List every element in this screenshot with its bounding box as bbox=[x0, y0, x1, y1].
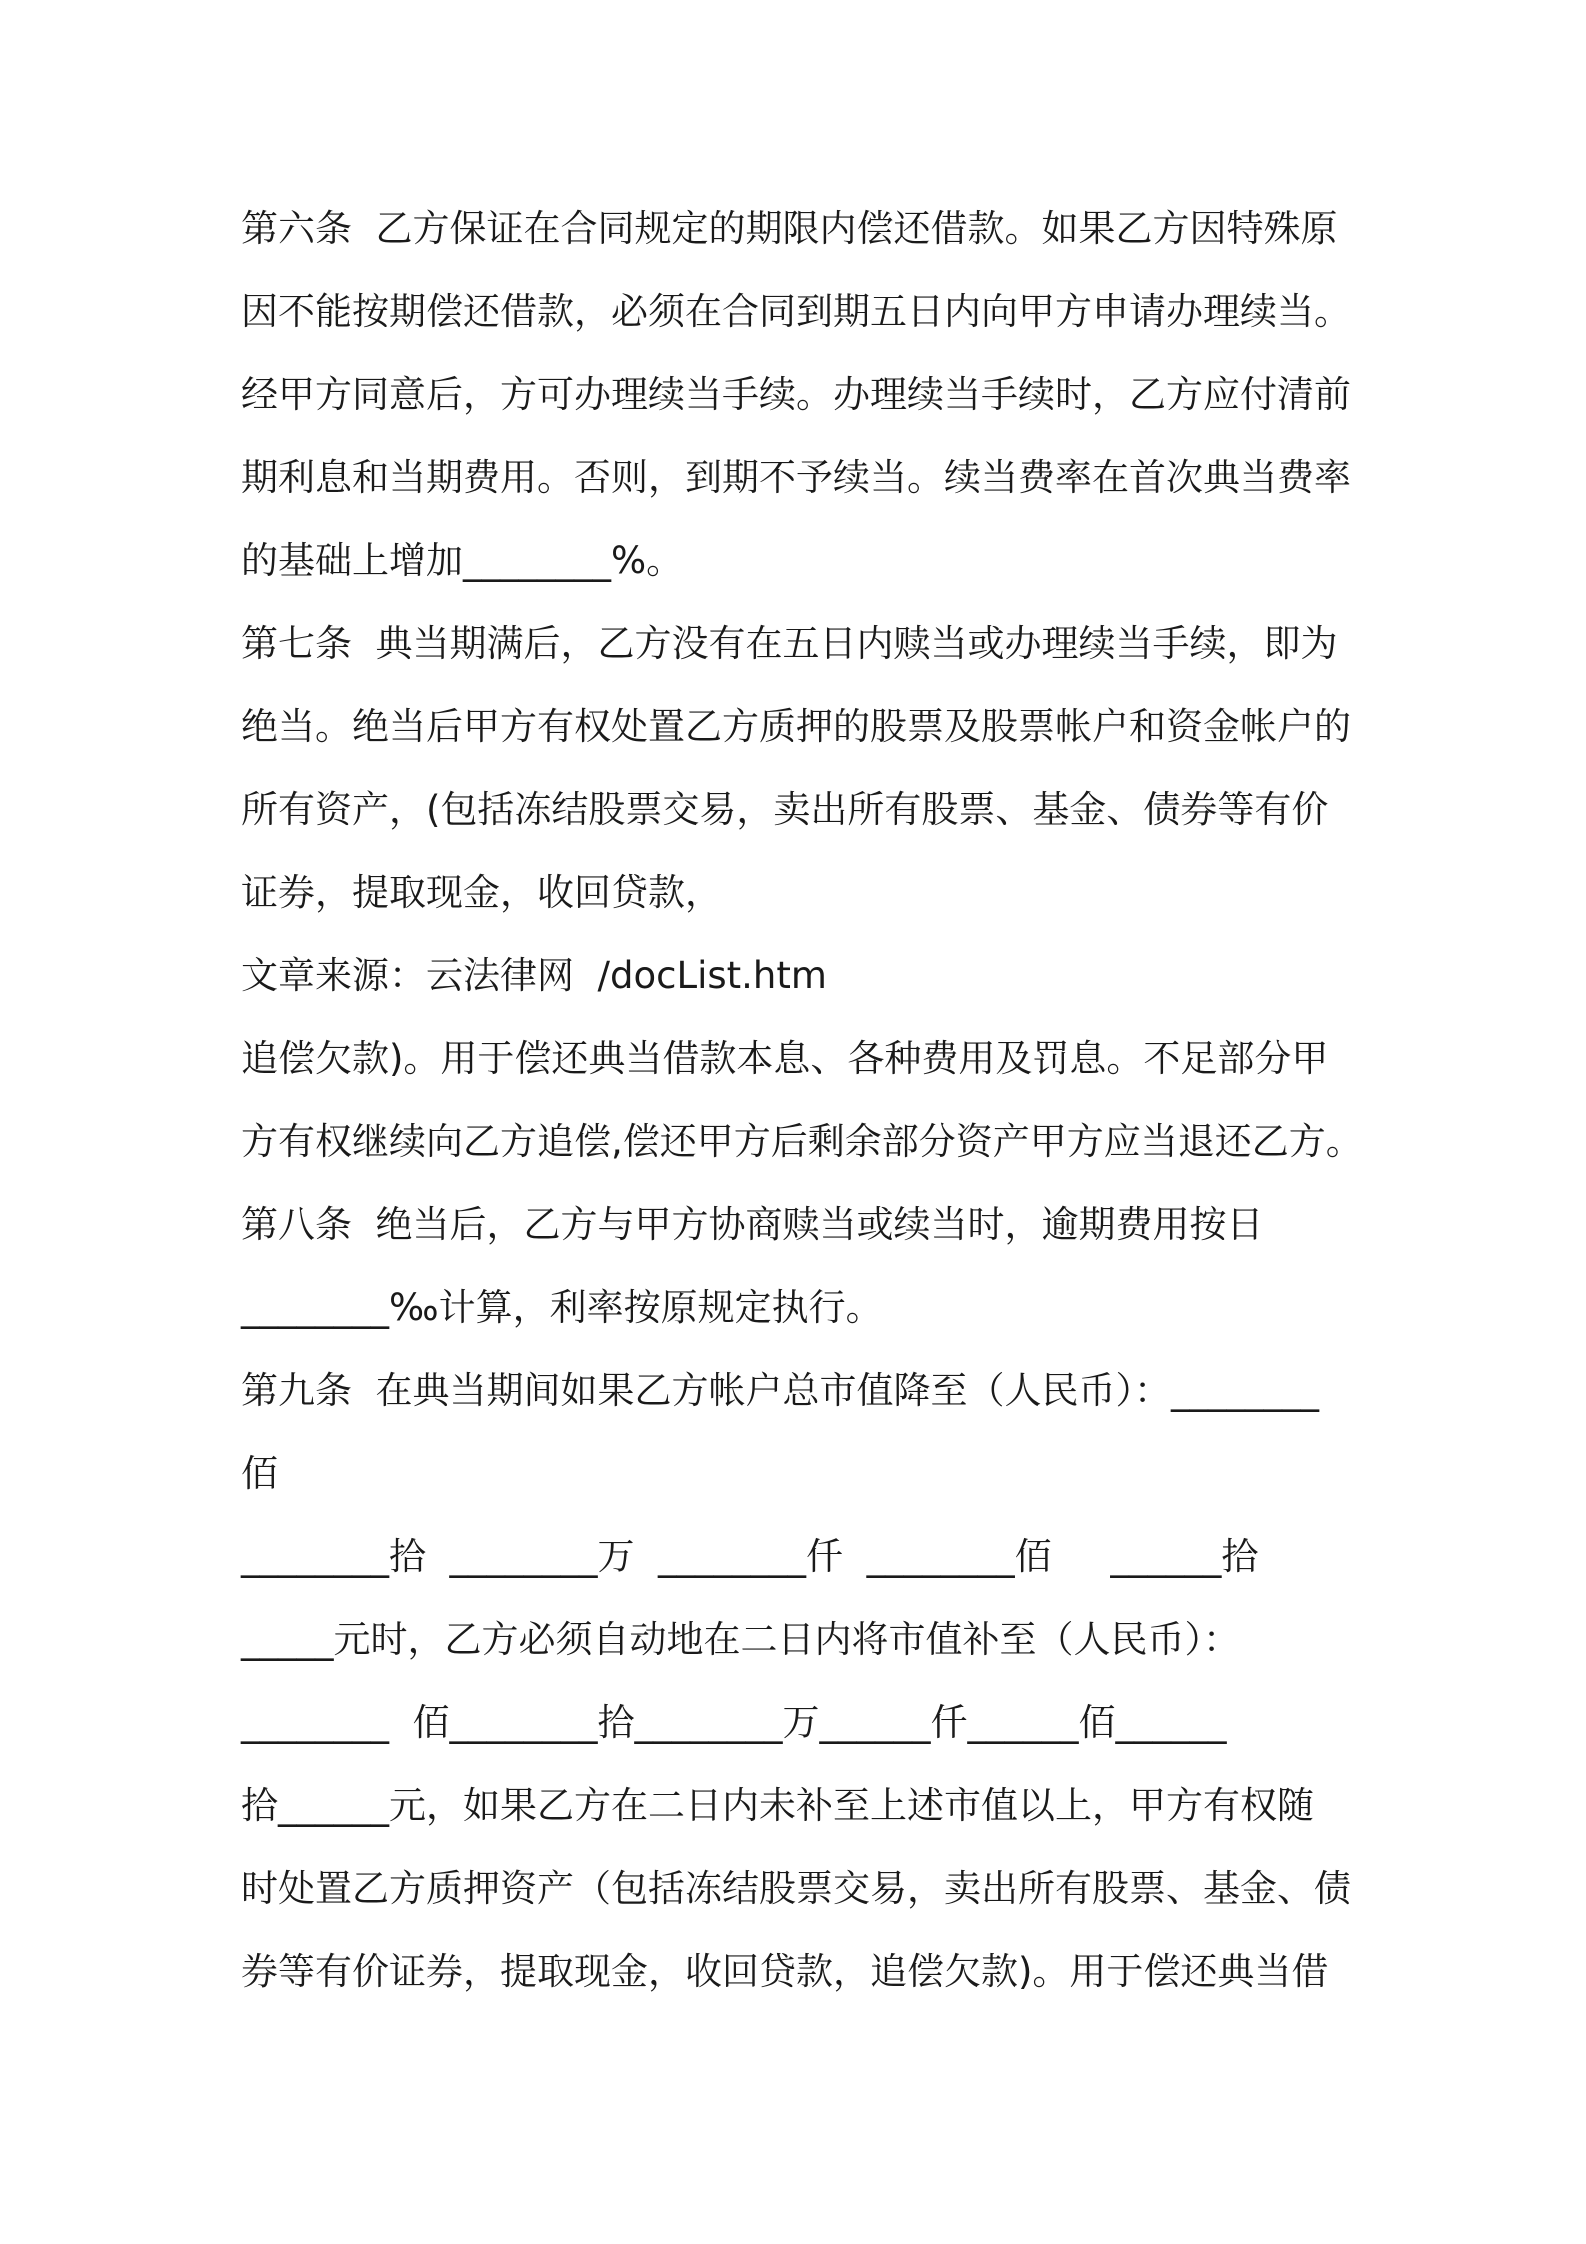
text-line: 因不能按期偿还借款，必须在合同到期五日内向甲方申请办理续当。 bbox=[241, 290, 1351, 333]
text-line: 佰 bbox=[241, 1452, 278, 1495]
text-line: 拾______元，如果乙方在二日内未补至上述市值以上，甲方有权随 bbox=[241, 1784, 1314, 1827]
text-line: 第六条 乙方保证在合同规定的期限内偿还借款。如果乙方因特殊原 bbox=[241, 207, 1338, 250]
text-line: 券等有价证券，提取现金，收回贷款，追偿欠款)。用于偿还典当借 bbox=[241, 1950, 1329, 1993]
text-line: 时处置乙方质押资产（包括冻结股票交易，卖出所有股票、基金、债 bbox=[241, 1867, 1351, 1910]
text-line: 所有资产，(包括冻结股票交易，卖出所有股票、基金、债券等有价 bbox=[241, 788, 1329, 831]
text-line: 第九条 在典当期间如果乙方帐户总市值降至（人民币）：________ bbox=[241, 1369, 1320, 1412]
text-line: 证券，提取现金，收回贷款， bbox=[241, 871, 722, 914]
text-line: 第八条 绝当后，乙方与甲方协商赎当或续当时，逾期费用按日 bbox=[241, 1203, 1264, 1246]
text-line: 的基础上增加________%。 bbox=[241, 539, 684, 582]
text-line: 期利息和当期费用。否则，到期不予续当。续当费率在首次典当费率 bbox=[241, 456, 1351, 499]
text-line: _____元时，乙方必须自动地在二日内将市值补至（人民币）： bbox=[241, 1618, 1240, 1661]
text-line: ________ 佰________拾________万______仟______佰______ bbox=[241, 1701, 1227, 1744]
text-line: 绝当。绝当后甲方有权处置乙方质押的股票及股票帐户和资金帐户的 bbox=[241, 705, 1351, 748]
text-line: 追偿欠款)。用于偿还典当借款本息、各种费用及罚息。不足部分甲 bbox=[241, 1037, 1329, 1080]
text-line: 第七条 典当期满后，乙方没有在五日内赎当或办理续当手续，即为 bbox=[241, 622, 1338, 665]
text-line: 经甲方同意后，方可办理续当手续。办理续当手续时，乙方应付清前 bbox=[241, 373, 1351, 416]
text-line: ________拾 ________万 ________仟 ________佰 ______拾 bbox=[241, 1535, 1259, 1578]
source-line: 文章来源：云法律网 /docList.htm bbox=[241, 954, 827, 997]
text-line: ________‰计算，利率按原规定执行。 bbox=[241, 1286, 883, 1329]
text-line: 方有权继续向乙方追偿,偿还甲方后剩余部分资产甲方应当退还乙方。 bbox=[241, 1120, 1363, 1163]
